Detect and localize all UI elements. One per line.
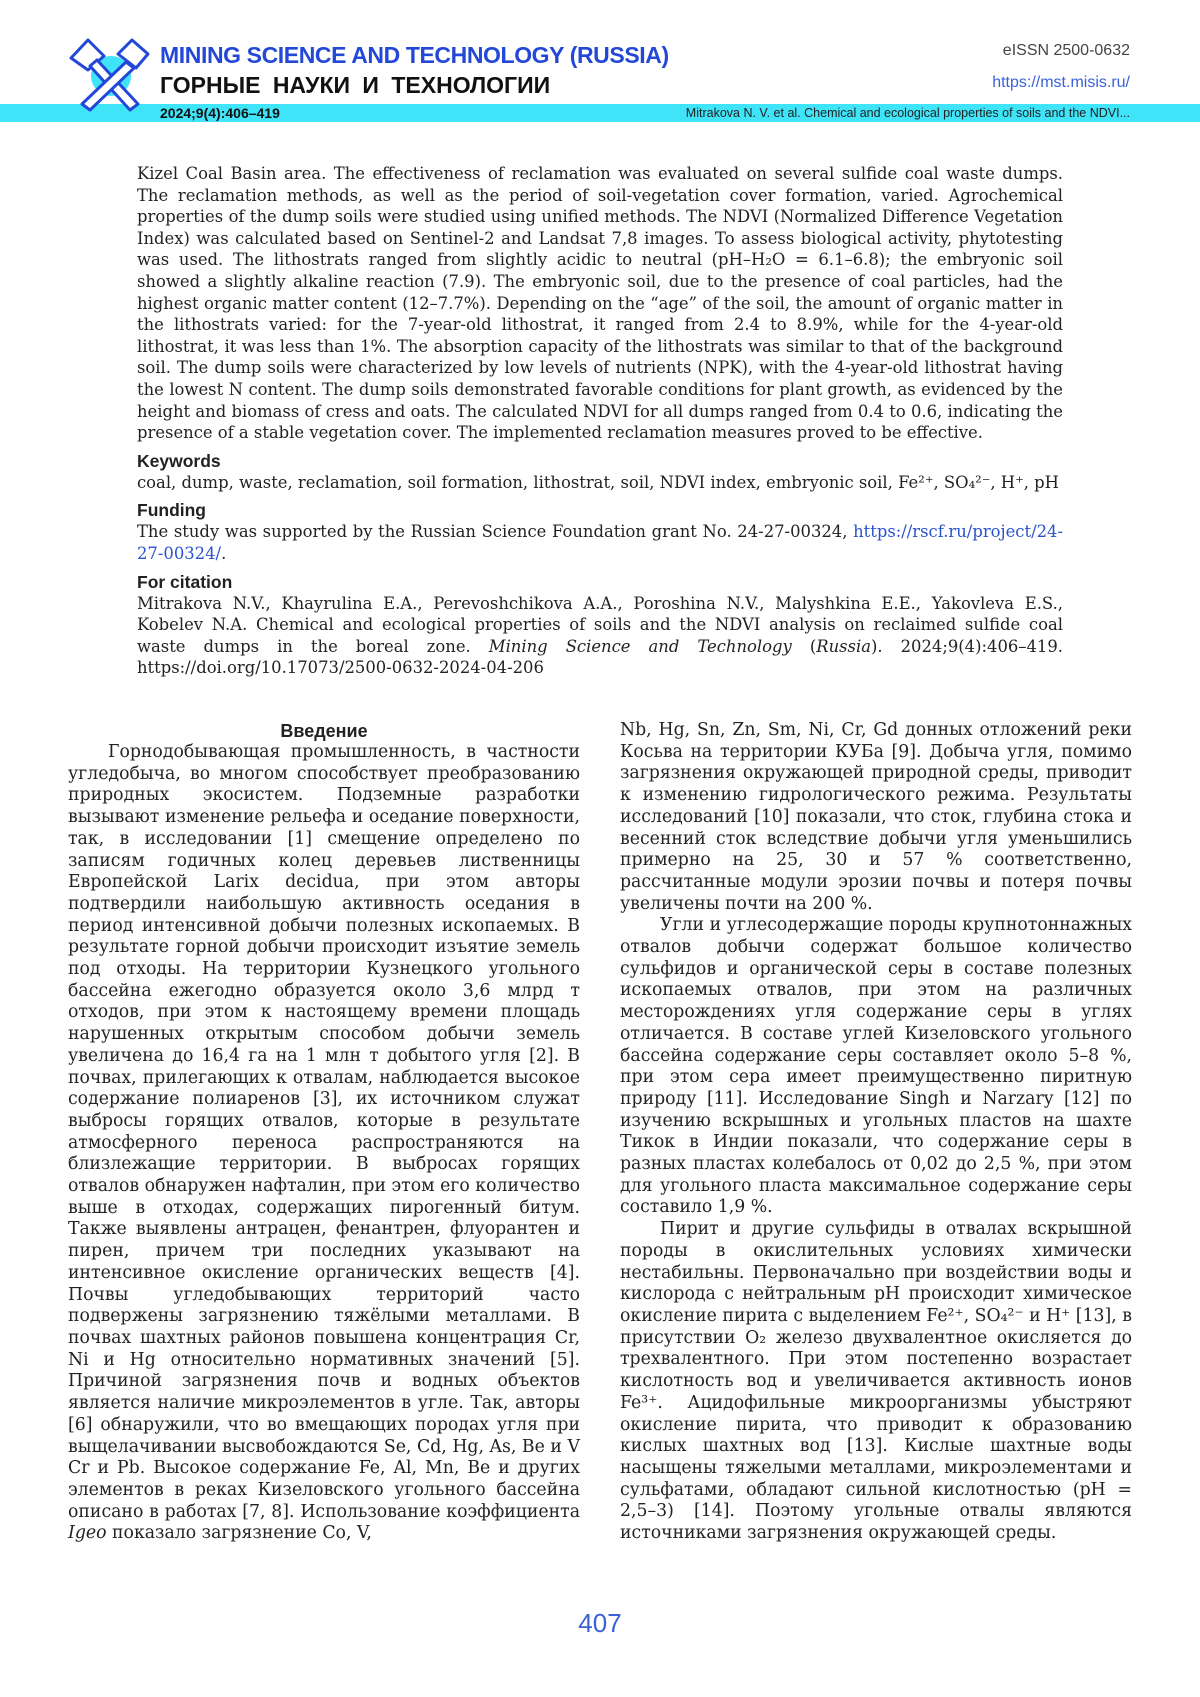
running-title: Mitrakova N. V. et al. Chemical and ecological properties of soils and the NDVI... <box>686 106 1130 120</box>
citation-doi: ). 2024;9(4):406–419. https://doi.org/10.17073/2500-0632-2024-04-206 <box>137 637 1063 678</box>
journal-logo-icon <box>66 34 152 114</box>
funding-heading: Funding <box>137 499 1063 521</box>
funding-body: The study was supported by the Russian Science Foundation grant No. 24-27-00324, <box>137 522 853 541</box>
left-column <box>68 720 580 1545</box>
funding-end: . <box>221 544 226 563</box>
issn: eISSN 2500-0632 <box>1003 42 1130 60</box>
abstract-section <box>137 163 1063 679</box>
paragraph-text-end: показало загрязнение Co, V, <box>107 1523 372 1543</box>
abstract-text: Kizel Coal Basin area. The effectiveness of reclamation was evaluated on several sulfide coal waste dumps. The reclamation methods, as well as the period of soil-vegetation cover formation, varied. Agrochemical properties of the dump soils were studied using unified methods. The NDVI (Normalized Difference Vegetation Index) was calculated based on Sentinel-2 and Landsat 7,8 images. To assess biological activity, phytotesting was used. The lithostrats ranged from slightly acidic to neutral (pH–H₂O = 6.1–6.8); the embryonic soil showed a slightly alkaline reaction (7.9). The embryonic soil, due to the presence of coal particles, had the highest organic matter content (12–7.7%). Depending on the “age” of the soil, the amount of organic matter in the lithostrats varied: for the 7-year-old lithostrat, it ranged from 2.4 to 8.9%, while for the 4-year-old lithostrat, it was less than 1%. The absorption capacity of the lithostrats was similar to that of the background soil. The dump soils were characterized by low levels of nutrients (NPK), with the 4-year-old lithostrat having the lowest N content. The dump soils demonstrated favorable conditions for plant growth, as evidenced by the height and biomass of cress and oats. The calculated NDVI for all dumps ranged from 0.4 to 0.6, indicating the presence of a stable vegetation cover. The implemented reclamation measures proved to be effective. <box>137 163 1063 444</box>
funding-text <box>137 521 1063 564</box>
funding-link[interactable]: https://rscf.ru/project/24-27-00324/ <box>137 522 1063 563</box>
citation-country: Russia <box>816 637 871 656</box>
citation-paren: ( <box>792 637 816 656</box>
citation-text <box>137 593 1063 679</box>
citation-authors: Mitrakova N.V., Khayrulina E.A., Perevoshchikova A.A., Poroshina N.V., Malyshkina E.E., Yakovleva E.S., Kobelev N.A. Chemical and ecological properties of soils and the NDVI analysis on reclaimed sulfide coal waste dumps in the boreal zone. <box>137 594 1063 656</box>
page-number: 407 <box>0 1608 1200 1639</box>
volume-info: 2024;9(4):406–419 <box>160 105 280 121</box>
keywords-heading: Keywords <box>137 450 1063 472</box>
paragraph <box>68 742 580 1545</box>
keywords-text: coal, dump, waste, reclamation, soil formation, lithostrat, soil, NDVI index, embryonic soil, Fe²⁺, SO₄²⁻, H⁺, pH <box>137 472 1063 494</box>
paragraph-text: Горнодобывающая промышленность, в частности угледобыча, во многом способствует преобразованию природных экосистем. Подземные разработки вызывают изменение рельефа и оседание поверхности, так, в исследовании [1] смещение определено по записям годичных колец деревьев лиственницы Европейской Larix decidua, при этом авторы подтвердили наибольшую активность оседания в период интенсивной добычи полезных ископаемых. В результате горной добычи происходит изъятие земель под отходы. На территории Кузнецкого угольного бассейна ежегодно образуется около 3,6 млрд т отходов, при этом к настоящему времени площадь нарушенных открытым способом добычи земель увеличена до 16,4 га на 1 млн т добытого угля [2]. В почвах, прилегающих к отвалам, наблюдается высокое содержание полиаренов [3], их источником служат выбросы горящих отвалов, которые в результате атмосферного переноса распространяются на близлежащие территории. В выбросах горящих отвалов обнаружен нафталин, при этом его количество выше в отходах, содержащих пирогенный битум. Также выявлены антрацен, фенантрен, флуорантен и пирен, причем три последних указывают на интенсивное окисление органических веществ [4]. Почвы угледобывающих территорий часто подвержены загрязнению тяжёлыми металлами. В почвах шахтных районов повышена концентрация Cr, Ni и Hg относительно нормативных значений [5]. Причиной загрязнения почв и водных объектов является наличие микроэлементов в угле. Так, авторы [6] обнаружили, что во вмещающих породах угля при выщелачивании высвобождаются Se, Cd, Hg, As, Be и V Cr и Pb. Высокое содержание Fe, Al, Mn, Be и других элементов в реках Кизеловского угольного бассейна описано в работах [7, 8]. Использование коэффициента <box>68 742 580 1522</box>
journal-title-ru: ГОРНЫЕ НАУКИ И ТЕХНОЛОГИИ <box>160 72 550 99</box>
paragraph: Nb, Hg, Sn, Zn, Sm, Ni, Cr, Gd донных отложений реки Косьва на территории КУБа [9]. Добыча угля, помимо загрязнения окружающей природной среды, приводит к изменению гидрологического режима. Результаты исследований [10] показали, что сток, глубина стока и весенний сток вследствие добычи угля уменьшились примерно на 25, 30 и 57 % соответственно, рассчитанные модули эрозии почвы и потеря почвы увеличены почти на 200 %. <box>620 720 1132 915</box>
journal-url-link[interactable]: https://mst.misis.ru/ <box>992 74 1130 92</box>
right-column <box>620 720 1132 1545</box>
journal-title-en: MINING SCIENCE AND TECHNOLOGY (RUSSIA) <box>160 42 669 69</box>
section-heading-introduction: Введение <box>68 720 580 742</box>
igeo-term: Igeo <box>68 1523 107 1543</box>
citation-journal: Mining Science and Technology <box>489 637 792 656</box>
citation-heading: For citation <box>137 571 1063 593</box>
paragraph: Угли и углесодержащие породы крупнотоннажных отвалов добычи содержат большое количество сульфидов и органической серы в составе полезных ископаемых отвалов, при этом на различных месторождениях угля содержание серы в углях отличается. В составе углей Кизеловского угольного бассейна содержание серы составляет около 5–8 %, при этом сера имеет преимущественно пиритную природу [11]. Исследование Singh и Narzary [12] по изучению вскрышных и угольных пластов на шахте Тикок в Индии показали, что содержание серы в разных пластах колебалось от 0,02 до 2,5 %, при этом для угольного пласта максимальное содержание серы составило 1,9 %. <box>620 915 1132 1219</box>
paragraph: Пирит и другие сульфиды в отвалах вскрышной породы в окислительных условиях химически нестабильны. Первоначально при воздействии воды и кислорода с нейтральным pH происходит химическое окисление пирита с выделением Fe²⁺, SO₄²⁻ и H⁺ [13], в присутствии O₂ железо двухвалентное окисляется до трехвалентного. При этом постепенно возрастает кислотность вод и увеличивается активность ионов Fe³⁺. Ацидофильные микроорганизмы убыстряют окисление пирита, что приводит к образованию кислых шахтных вод [13]. Кислые шахтные воды насыщены тяжелыми металлами, микроэлементами и сульфатами, обладают сильной кислотностью (pH = 2,5–3) [14]. Поэтому угольные отвалы являются источниками загрязнения окружающей среды. <box>620 1219 1132 1545</box>
